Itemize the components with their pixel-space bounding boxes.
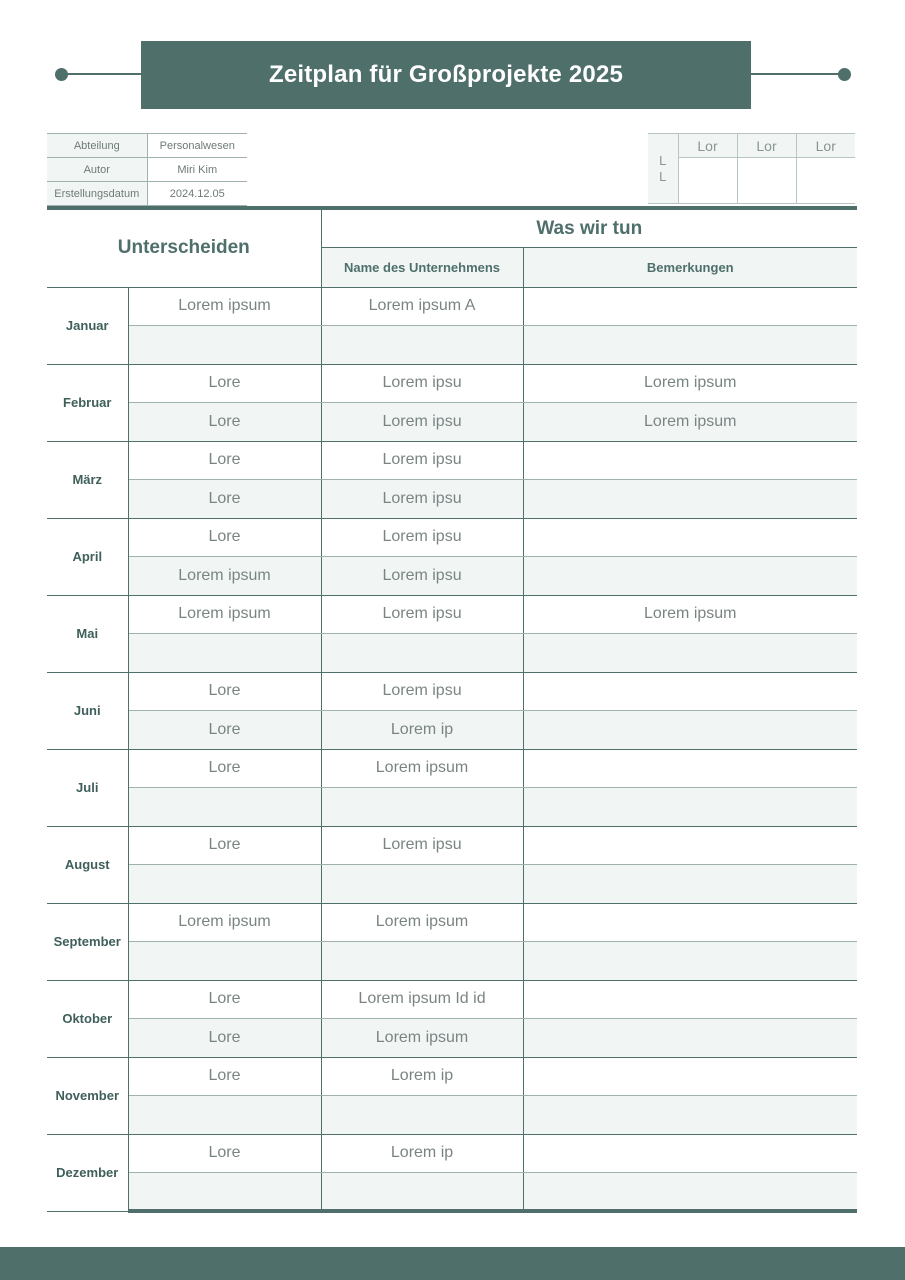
table-row	[47, 788, 857, 827]
category-cell[interactable]: Lore	[128, 518, 321, 557]
month-label: Januar	[47, 287, 128, 364]
info-label: Erstellungsdatum	[47, 182, 147, 206]
category-cell[interactable]: Lorem ipsum	[128, 595, 321, 634]
remarks-cell[interactable]	[523, 788, 857, 827]
remarks-cell[interactable]	[523, 1173, 857, 1212]
title-decor-dot-right	[838, 68, 851, 81]
category-cell[interactable]: Lore	[128, 711, 321, 750]
category-cell[interactable]	[128, 326, 321, 365]
schedule-body	[47, 287, 857, 1211]
month-label: Juni	[47, 672, 128, 749]
table-row	[47, 1134, 857, 1173]
month-label: November	[47, 1057, 128, 1134]
remarks-cell[interactable]: Lorem ipsum	[523, 364, 857, 403]
title-banner	[141, 41, 751, 109]
company-cell[interactable]: Lorem ip	[321, 711, 523, 750]
document-info-table	[47, 133, 247, 206]
company-cell[interactable]: Lorem ipsu	[321, 595, 523, 634]
category-cell[interactable]: Lore	[128, 364, 321, 403]
table-row	[47, 826, 857, 865]
approval-signature-box[interactable]	[737, 158, 796, 204]
remarks-cell[interactable]	[523, 1019, 857, 1058]
month-label: März	[47, 441, 128, 518]
month-label: September	[47, 903, 128, 980]
table-row	[47, 326, 857, 365]
category-cell[interactable]: Lore	[128, 403, 321, 442]
remarks-cell[interactable]	[523, 865, 857, 904]
month-label: Mai	[47, 595, 128, 672]
category-cell[interactable]	[128, 1173, 321, 1212]
approval-header: Lor	[737, 134, 796, 158]
title-decor-line-left	[62, 73, 142, 75]
remarks-cell[interactable]	[523, 326, 857, 365]
company-cell[interactable]: Lorem ipsum	[321, 1019, 523, 1058]
column-header-unterscheiden: Unterscheiden	[47, 208, 321, 287]
group-header-was-wir-tun: Was wir tun	[321, 208, 857, 248]
category-cell[interactable]: Lorem ipsum	[128, 557, 321, 596]
category-cell[interactable]: Lorem ipsum	[128, 903, 321, 942]
remarks-cell[interactable]	[523, 942, 857, 981]
table-row	[47, 403, 857, 442]
month-label: Juli	[47, 749, 128, 826]
table-row	[47, 1173, 857, 1212]
company-cell[interactable]: Lorem ipsum Id id	[321, 980, 523, 1019]
category-cell[interactable]	[128, 1096, 321, 1135]
info-value: Miri Kim	[147, 158, 247, 182]
company-cell[interactable]	[321, 1173, 523, 1212]
company-cell[interactable]: Lorem ipsu	[321, 557, 523, 596]
table-row	[47, 480, 857, 519]
info-row-department	[47, 134, 247, 158]
table-row	[47, 595, 857, 634]
category-cell[interactable]: Lore	[128, 480, 321, 519]
company-cell[interactable]: Lorem ipsu	[321, 480, 523, 519]
company-cell[interactable]	[321, 634, 523, 673]
info-label: Abteilung	[47, 134, 147, 158]
info-row-date	[47, 182, 247, 206]
approval-table	[648, 133, 855, 204]
remarks-cell[interactable]	[523, 672, 857, 711]
company-cell[interactable]: Lorem ipsu	[321, 403, 523, 442]
category-cell[interactable]: Lore	[128, 441, 321, 480]
table-row	[47, 980, 857, 1019]
category-cell[interactable]	[128, 865, 321, 904]
company-cell[interactable]	[321, 865, 523, 904]
month-label: Dezember	[47, 1134, 128, 1211]
approval-header: Lor	[678, 134, 737, 158]
company-cell[interactable]: Lorem ipsum A	[321, 287, 523, 326]
category-cell[interactable]: Lorem ipsum	[128, 287, 321, 326]
remarks-cell[interactable]	[523, 634, 857, 673]
category-cell[interactable]	[128, 788, 321, 827]
remarks-cell[interactable]	[523, 480, 857, 519]
info-label: Autor	[47, 158, 147, 182]
month-label: April	[47, 518, 128, 595]
remarks-cell[interactable]	[523, 518, 857, 557]
table-row	[47, 518, 857, 557]
table-row	[47, 672, 857, 711]
table-row	[47, 865, 857, 904]
category-cell[interactable]	[128, 942, 321, 981]
company-cell[interactable]: Lorem ipsu	[321, 518, 523, 557]
table-row	[47, 287, 857, 326]
month-label: Oktober	[47, 980, 128, 1057]
company-cell[interactable]	[321, 1096, 523, 1135]
table-row	[47, 557, 857, 596]
category-cell[interactable]: Lore	[128, 749, 321, 788]
company-cell[interactable]: Lorem ipsu	[321, 441, 523, 480]
footer-bar	[0, 1247, 905, 1280]
table-row	[47, 711, 857, 750]
category-cell[interactable]: Lore	[128, 1019, 321, 1058]
company-cell[interactable]: Lorem ipsu	[321, 672, 523, 711]
category-cell[interactable]: Lore	[128, 1134, 321, 1173]
remarks-cell[interactable]	[523, 557, 857, 596]
category-cell[interactable]: Lore	[128, 826, 321, 865]
column-header-company: Name des Unternehmens	[321, 248, 523, 288]
month-label: August	[47, 826, 128, 903]
remarks-cell[interactable]	[523, 749, 857, 788]
table-row	[47, 364, 857, 403]
approval-side-label: L L	[648, 134, 678, 204]
company-cell[interactable]: Lorem ipsu	[321, 826, 523, 865]
company-cell[interactable]	[321, 942, 523, 981]
table-row	[47, 634, 857, 673]
schedule-table	[47, 206, 857, 1213]
info-value: 2024.12.05	[147, 182, 247, 206]
table-row	[47, 903, 857, 942]
table-row	[47, 1096, 857, 1135]
remarks-cell[interactable]	[523, 980, 857, 1019]
approval-signature-box[interactable]	[796, 158, 855, 204]
remarks-cell[interactable]	[523, 1134, 857, 1173]
remarks-cell[interactable]	[523, 903, 857, 942]
company-cell[interactable]: Lorem ipsum	[321, 903, 523, 942]
remarks-cell[interactable]	[523, 287, 857, 326]
title-decor-line-right	[751, 73, 845, 75]
company-cell[interactable]: Lorem ipsum	[321, 749, 523, 788]
company-cell[interactable]: Lorem ip	[321, 1134, 523, 1173]
title-decor-dot-left	[55, 68, 68, 81]
remarks-cell[interactable]	[523, 1096, 857, 1135]
category-cell[interactable]: Lore	[128, 1057, 321, 1096]
table-row	[47, 441, 857, 480]
month-label: Februar	[47, 364, 128, 441]
remarks-cell[interactable]	[523, 441, 857, 480]
remarks-cell[interactable]	[523, 1057, 857, 1096]
table-row	[47, 749, 857, 788]
column-header-remarks: Bemerkungen	[523, 248, 857, 288]
approval-signature-box[interactable]	[678, 158, 737, 204]
company-cell[interactable]: Lorem ip	[321, 1057, 523, 1096]
approval-header: Lor	[796, 134, 855, 158]
remarks-cell[interactable]: Lorem ipsum	[523, 403, 857, 442]
table-row	[47, 942, 857, 981]
remarks-cell[interactable]	[523, 826, 857, 865]
table-row	[47, 1057, 857, 1096]
info-row-author	[47, 158, 247, 182]
table-row	[47, 1019, 857, 1058]
info-value: Personalwesen	[147, 134, 247, 158]
category-cell[interactable]: Lore	[128, 672, 321, 711]
category-cell[interactable]	[128, 634, 321, 673]
company-cell[interactable]	[321, 326, 523, 365]
page-title: Zeitplan für Großprojekte 2025	[268, 61, 624, 88]
remarks-cell[interactable]: Lorem ipsum	[523, 595, 857, 634]
company-cell[interactable]: Lorem ipsu	[321, 364, 523, 403]
remarks-cell[interactable]	[523, 711, 857, 750]
company-cell[interactable]	[321, 788, 523, 827]
category-cell[interactable]: Lore	[128, 980, 321, 1019]
